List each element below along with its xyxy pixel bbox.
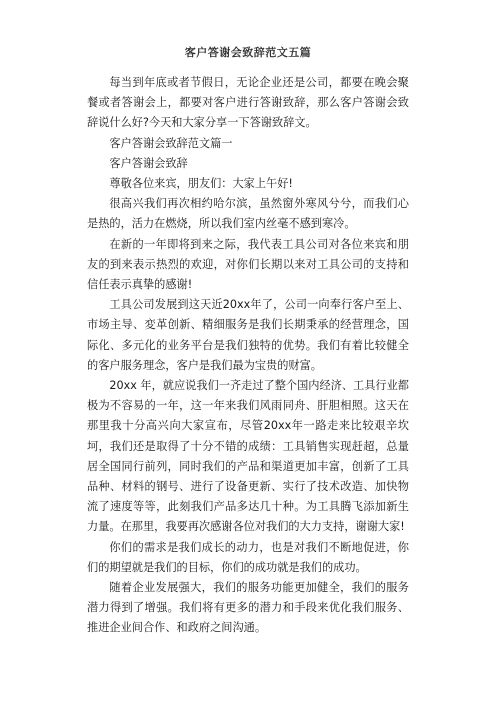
paragraph: 20xx 年，就应说我们一齐走过了整个国内经济、工具行业都极为不容易的一年，这一年来我们风雨同舟、肝胆相照。这天在那里我十分高兴向大家宣布，尽管20xx年一路走来比较艰辛坎坷，我们还是取得了十分不错的成绩：工具销售实现赶超，总量居全国同行前列，同时我们的产品和渠道更加丰富，创新了工具品种、材料的钢号、进行了设备更新、实行了技术改造、加快物流了速度等等，此刻我们产品多达几十种。为工具腾飞添加新生力量。在那里，我要再次感谢各位对我们的大力支持，谢谢大家! <box>87 379 409 534</box>
paragraph-intro: 每当到年底或者节假日，无论企业还是公司，都要在晚会聚餐或者答谢会上，都要对客户进行答谢致辞，那么客户答谢会致辞说什么好?今天和大家分享一下答谢致辞文。 <box>87 76 409 130</box>
document-title: 客户答谢会致辞范文五篇 <box>184 46 312 59</box>
speech-title: 客户答谢会致辞 <box>109 156 188 170</box>
paragraph: 工具公司发展到这天近20xx年了，公司一向奉行客户至上、市场主导、変革创新、精细服务是我们长期秉承的经营理念，国际化、多元化的业务平台是我们独特的优势。我们有着比较健全的客户服务理念，客户是我们最为宝贵的财富。 <box>87 298 409 372</box>
document-body <box>87 73 409 639</box>
paragraph: 在新的一年即将到来之际，我代表工具公司对各位来宾和朋友的到来表示热烈的欢迎，对你们长期以来对工具公司的支持和信任表示真挚的感谢! <box>87 237 409 292</box>
salutation: 尊敬各位来宾，朋友们：大家上午好! <box>109 177 293 191</box>
paragraph: 你们的需求是我们成长的动力，也是对我们不断地促进，你们的期望就是我们的目标，你们的成功就是我们的成功。 <box>87 540 409 574</box>
section-heading: 客户答谢会致辞范文篇一 <box>109 136 233 150</box>
paragraph: 很高兴我们再次相约哈尔滨，虽然窗外寒风兮兮，而我们心是热的，活力在燃烧，所以我们室内丝毫不感到寒冷。 <box>87 197 409 231</box>
paragraph: 随着企业发展强大，我们的服务功能更加健全，我们的服务潜力得到了增强。我们将有更多的潜力和手段来优化我们服务、推进企业间合作、和政府之间沟通。 <box>87 581 409 635</box>
